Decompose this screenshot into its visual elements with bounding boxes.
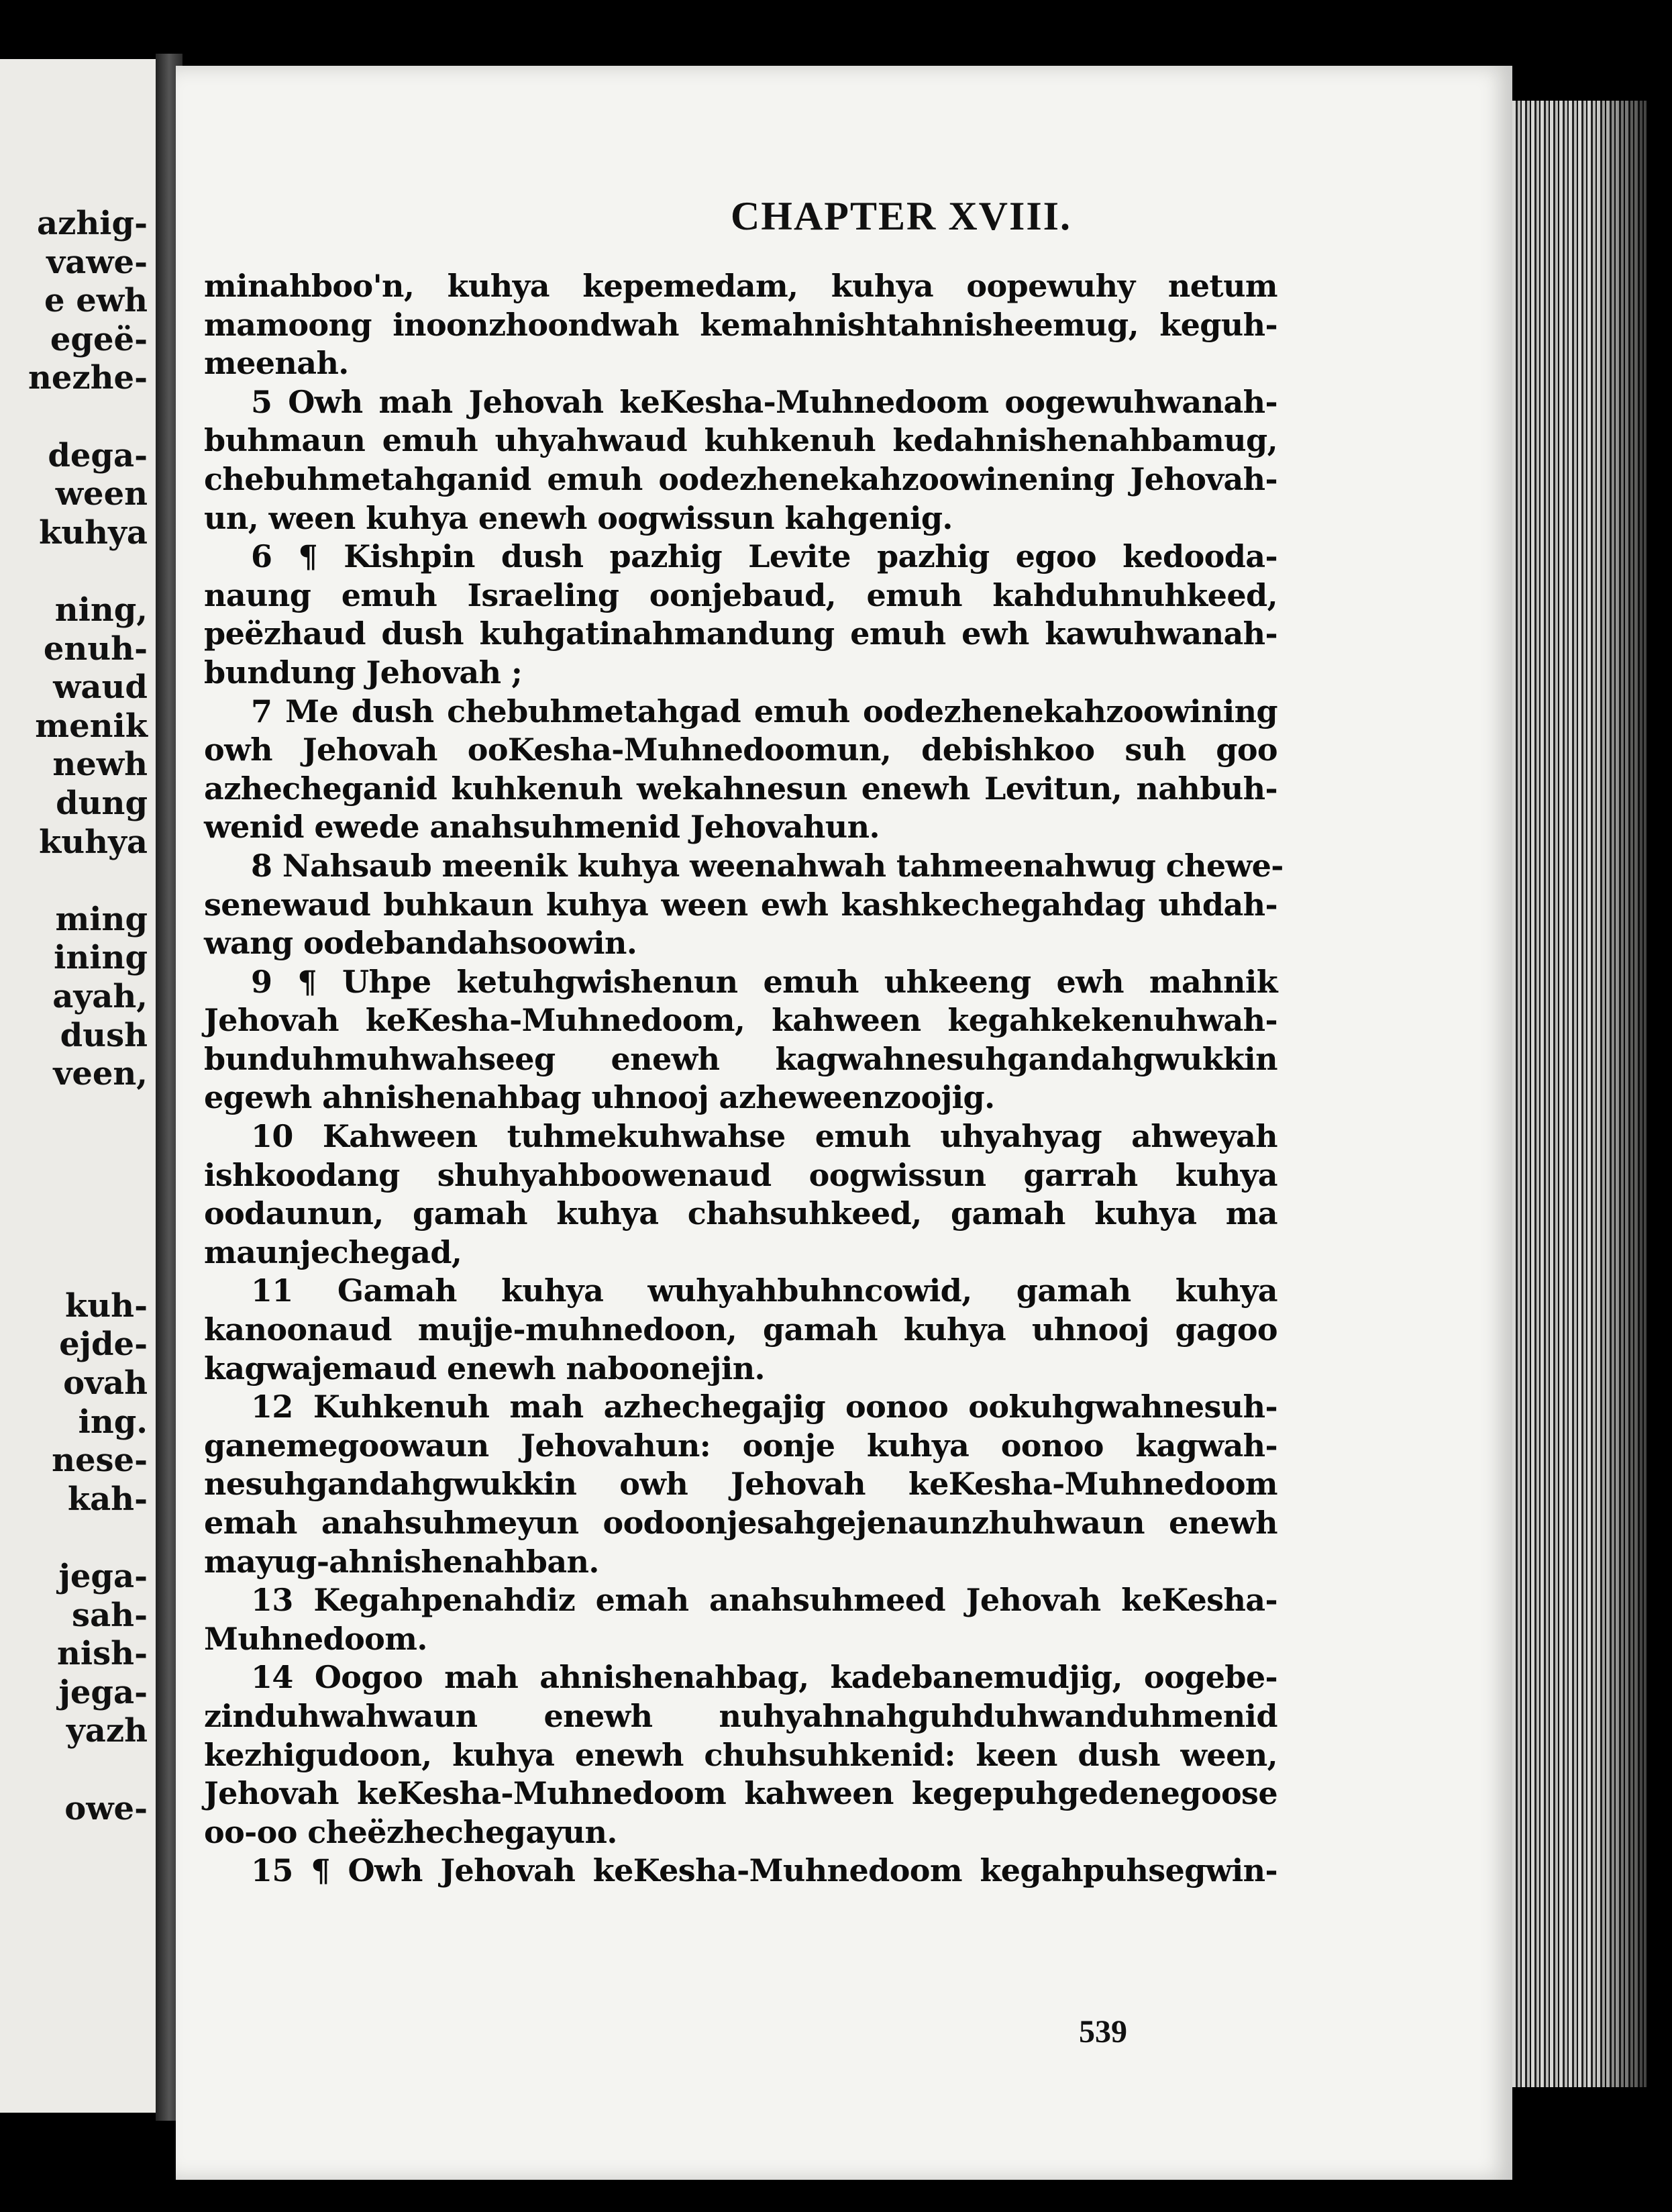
text-body (204, 267, 1284, 1891)
text-line: 5 Owh mah Jehovah keKesha-Muhnedoom oogewuhwanah- (251, 383, 1277, 420)
text-line: kanoonaud mujje-muhnedoon, gamah kuhya uhnooj gagoo (204, 1311, 1277, 1348)
text-line: ishkoodang shuhyahboowenaud oogwissun garrah kuhya (204, 1156, 1277, 1193)
text-line: owh Jehovah ooKesha-Muhnedoomun, debishkoo suh goo (204, 732, 1277, 768)
left-page-fragment: jega- (58, 1673, 148, 1711)
left-page-fragment: dush (60, 1016, 148, 1054)
text-line: mamoong inoonzhoondwah kemahnishtahnisheemug, keguh- (204, 306, 1277, 343)
left-page-fragment: kuh- (65, 1287, 148, 1325)
text-line: oodaunun, gamah kuhya chahsuhkeed, gamah kuhya ma (204, 1195, 1277, 1232)
text-line: wang oodebandahsoowin. (204, 925, 637, 962)
text-line: emah anahsuhmeyun oodoonjesahgejenaunzhuhwaun enewh (204, 1505, 1277, 1541)
text-line: Jehovah keKesha-Muhnedoom, kahween kegahkekenuhwah- (204, 1002, 1277, 1039)
page-number: 539 (1079, 2014, 1127, 2050)
page-edges (1512, 101, 1647, 2087)
left-page-fragment: nish- (57, 1635, 148, 1673)
left-page-fragment: azhig- (37, 205, 148, 242)
left-page-fragment: egeë- (50, 320, 148, 358)
left-page-fragment: jega- (58, 1558, 148, 1595)
left-page-fragment: nezhe- (28, 359, 148, 397)
text-line: peëzhaud dush kuhgatinahmandung emuh ewh kawuhwanah- (204, 615, 1277, 652)
left-page-fragment: dung (56, 785, 148, 822)
text-line: egewh ahnishenahbag uhnooj azheweenzoojig. (204, 1079, 995, 1116)
left-page-fragment: ining (54, 939, 148, 977)
text-line: Muhnedoom. (204, 1620, 427, 1657)
left-page-fragment: vawe- (46, 243, 148, 281)
left-page-fragment: ejde- (59, 1325, 148, 1364)
text-line: wenid ewede anahsuhmenid Jehovahun. (204, 809, 880, 846)
left-page-fragment: veen, (53, 1055, 148, 1093)
main-page (176, 66, 1512, 2180)
text-line: oo-oo cheëzhechegayun. (204, 1813, 617, 1850)
text-line: kezhigudoon, kuhya enewh chuhsuhkenid: keen dush ween, (204, 1736, 1277, 1773)
text-line: naung emuh Israeling oonjebaud, emuh kahduhnuhkeed, (204, 576, 1277, 613)
text-line: 11 Gamah kuhya wuhyahbuhncowid, gamah kuhya (251, 1272, 1277, 1309)
left-page-fragment: e ewh (44, 282, 148, 320)
text-line: nesuhgandahgwukkin owh Jehovah keKesha-Muhnedoom (204, 1466, 1277, 1503)
text-line: minahboo'n, kuhya kepemedam, kuhya oopewuhy netum (204, 268, 1277, 304)
text-line: ganemegoowaun Jehovahun: oonje kuhya oonoo kagwah- (204, 1427, 1277, 1464)
left-facing-page (0, 59, 162, 2113)
left-page-fragment: ming (55, 900, 148, 938)
left-page-fragment: nese- (52, 1442, 148, 1480)
left-page-fragment: owe- (64, 1789, 148, 1827)
left-page-fragment: menik (35, 707, 148, 745)
text-line: 9 ¶ Uhpe ketuhgwishenun emuh uhkeeng ewh mahnik (251, 963, 1277, 1000)
text-line: 7 Me dush chebuhmetahgad emuh oodezhenekahzoowining (251, 693, 1277, 730)
text-line: 15 ¶ Owh Jehovah keKesha-Muhnedoom kegahpuhsegwin- (251, 1852, 1277, 1889)
left-page-fragment: dega- (48, 436, 148, 474)
left-page-fragment: ing. (78, 1403, 148, 1441)
page-edge-shadow (1512, 101, 1647, 2087)
left-page-fragment: ayah, (52, 978, 148, 1015)
left-page-fragment: sah- (72, 1596, 148, 1634)
left-page-fragment: kuhya (38, 823, 148, 861)
left-page-fragment: waud (53, 668, 148, 707)
text-line: un, ween kuhya enewh oogwissun kahgenig. (204, 499, 953, 536)
text-line: mayug-ahnishenahban. (204, 1543, 599, 1580)
text-line: bundung Jehovah ; (204, 654, 523, 691)
left-page-fragment: ning, (54, 591, 148, 629)
text-line: 12 Kuhkenuh mah azhechegajig oonoo ookuhgwahnesuh- (251, 1389, 1277, 1425)
text-line: 13 Kegahpenahdiz emah anahsuhmeed Jehovah keKesha- (251, 1582, 1277, 1619)
text-line: 14 Oogoo mah ahnishenahbag, kadebanemudjig, oogebe- (251, 1659, 1277, 1696)
left-page-fragment: ovah (63, 1364, 148, 1402)
left-page-fragment: newh (52, 746, 148, 784)
left-page-fragment: enuh- (43, 630, 148, 668)
left-page-fragment: kah- (67, 1480, 148, 1518)
text-line: 8 Nahsaub meenik kuhya weenahwah tahmeenahwug chewe- (251, 847, 1284, 884)
text-line: buhmaun emuh uhyahwaud kuhkenuh kedahnishenahbamug, (204, 422, 1277, 459)
text-line: azhecheganid kuhkenuh wekahnesun enewh Levitun, nahbuh- (204, 770, 1277, 807)
left-page-fragment: yazh (66, 1712, 148, 1750)
text-line: senewaud buhkaun kuhya ween ewh kashkechegahdag uhdah- (204, 886, 1277, 923)
text-line: chebuhmetahganid emuh oodezhenekahzoowinening Jehovah- (204, 460, 1277, 497)
text-line: kagwajemaud enewh naboonejin. (204, 1350, 765, 1387)
chapter-heading: CHAPTER XVIII. (730, 194, 1072, 238)
left-page-fragment: ween (55, 475, 148, 513)
text-line: meenah. (204, 345, 349, 382)
text-line: Jehovah keKesha-Muhnedoom kahween kegepuhgedenegoose (204, 1775, 1277, 1812)
text-line: bunduhmuhwahseeg enewh kagwahnesuhgandahgwukkin (204, 1040, 1277, 1077)
text-line: 10 Kahween tuhmekuhwahse emuh uhyahyag ahweyah (251, 1118, 1277, 1155)
text-line: zinduhwahwaun enewh nuhyahnahguhduhwanduhmenid (204, 1697, 1277, 1734)
text-line: maunjechegad, (204, 1234, 462, 1270)
text-line: 6 ¶ Kishpin dush pazhig Levite pazhig egoo kedooda- (251, 538, 1277, 575)
left-page-fragment: kuhya (38, 513, 148, 552)
